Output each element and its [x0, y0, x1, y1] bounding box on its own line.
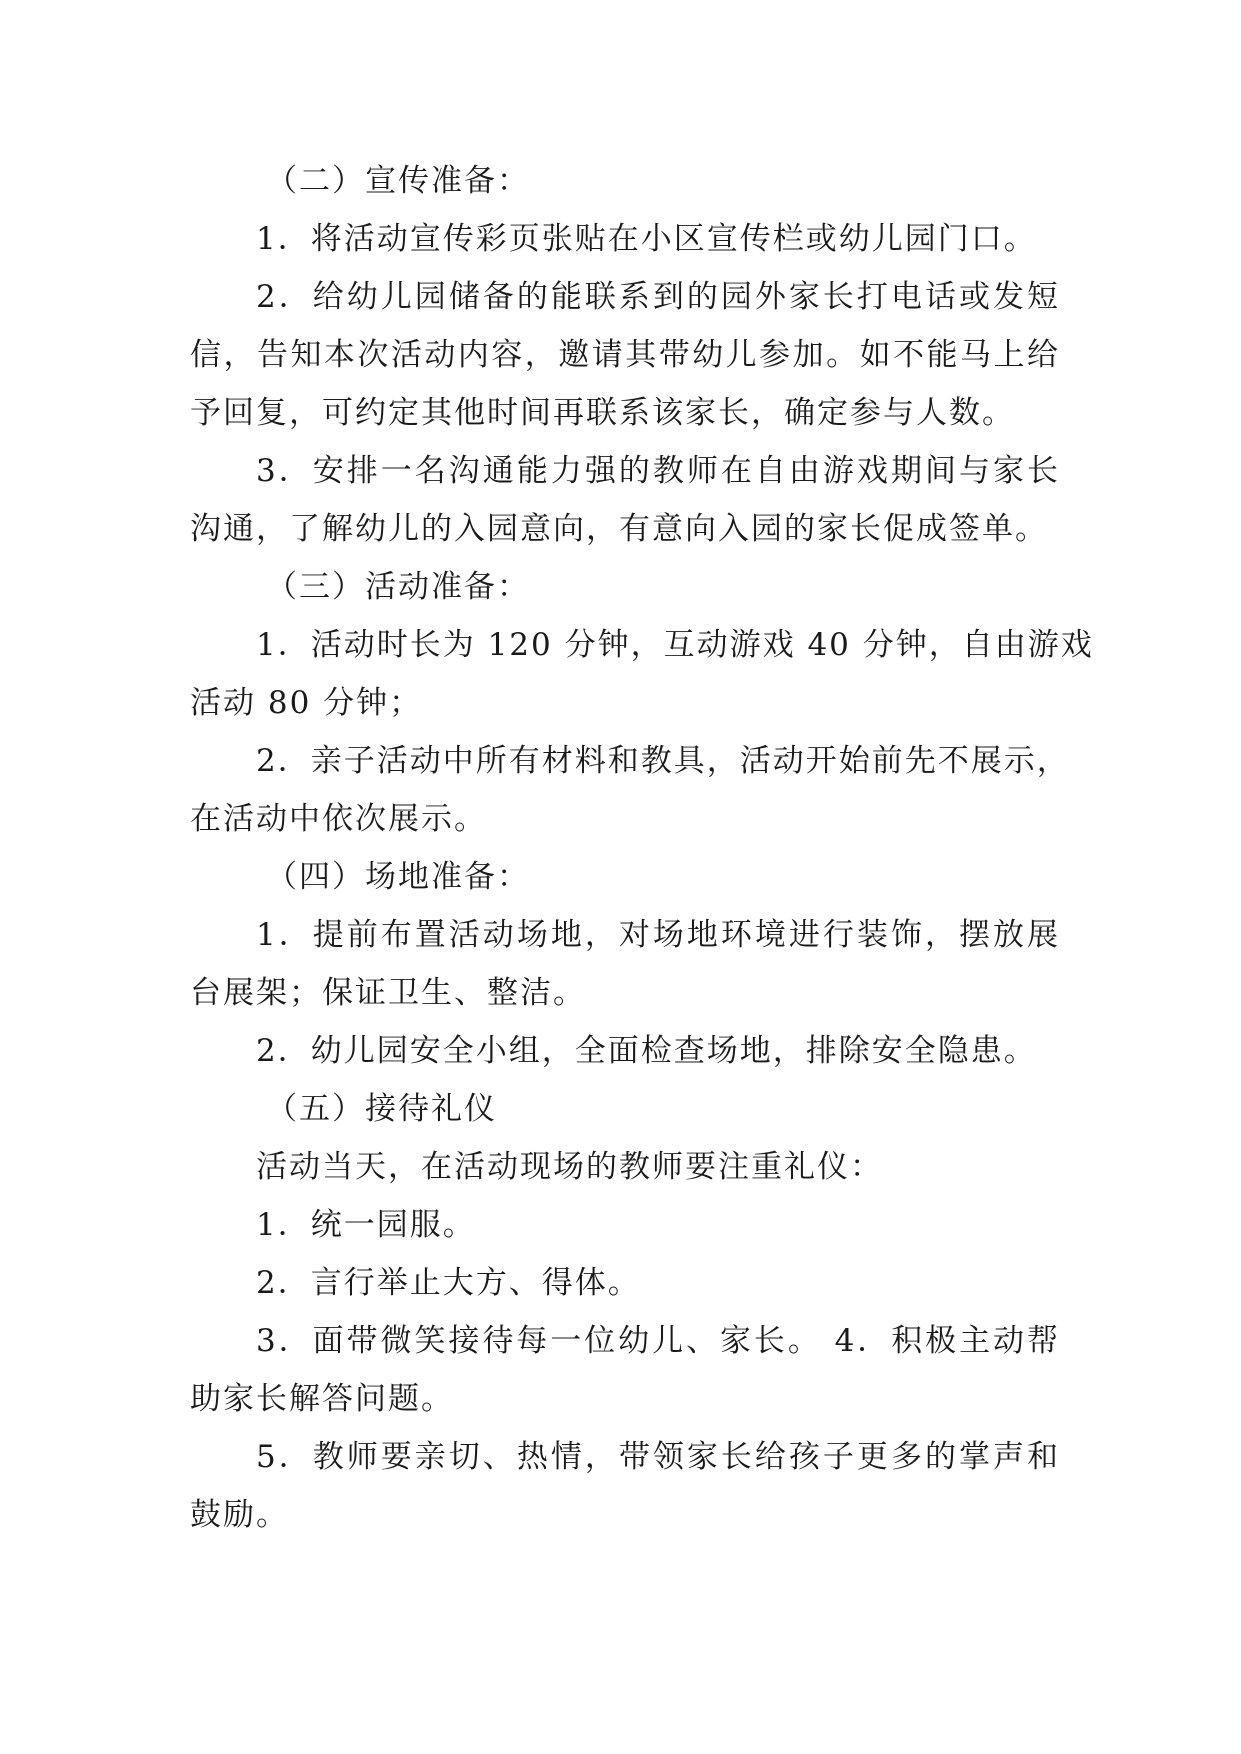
activity-item-1-line-1: 1．活动时长为 120 分钟，互动游戏 40 分钟，自由游戏 — [256, 627, 1094, 663]
activity-item-1-line-2: 活动 80 分钟； — [190, 685, 423, 721]
publicity-item-2-line-1: 2．给幼儿园储备的能联系到的园外家长打电话或发短 — [256, 279, 1060, 315]
publicity-item-3-line-1: 3．安排一名沟通能力强的教师在自由游戏期间与家长 — [256, 453, 1060, 489]
reception-item-1: 1．统一园服。 — [256, 1207, 476, 1243]
reception-item-3-line-2: 助家长解答问题。 — [190, 1381, 454, 1417]
section-heading-reception: （五）接待礼仪 — [266, 1091, 497, 1127]
venue-item-2: 2．幼儿园安全小组，全面检查场地，排除安全隐患。 — [256, 1033, 1037, 1069]
activity-item-2-line-1: 2．亲子活动中所有材料和教具，活动开始前先不展示， — [256, 743, 1070, 779]
venue-item-1-line-2: 台展架；保证卫生、整洁。 — [190, 975, 586, 1011]
reception-item-2: 2．言行举止大方、得体。 — [256, 1265, 641, 1301]
reception-item-5-line-1: 5．教师要亲切、热情，带领家长给孩子更多的掌声和 — [256, 1439, 1060, 1475]
document-body — [190, 152, 1094, 1544]
section-heading-venue: （四）场地准备： — [266, 859, 530, 895]
publicity-item-2-line-3: 予回复，可约定其他时间再联系该家长，确定参与人数。 — [190, 395, 1015, 431]
publicity-item-3-line-2: 沟通，了解幼儿的入园意向，有意向入园的家长促成签单。 — [190, 511, 1048, 547]
activity-item-2-line-2: 在活动中依次展示。 — [190, 801, 487, 837]
section-heading-publicity: （二）宣传准备： — [266, 163, 530, 199]
publicity-item-2-line-2: 信，告知本次活动内容，邀请其带幼儿参加。如不能马上给 — [190, 337, 1060, 373]
reception-item-5-line-2: 鼓励。 — [190, 1497, 289, 1533]
section-heading-activity: （三）活动准备： — [266, 569, 530, 605]
venue-item-1-line-1: 1．提前布置活动场地，对场地环境进行装饰，摆放展 — [256, 917, 1060, 953]
reception-item-3-line-1: 3．面带微笑接待每一位幼儿、家长。 4．积极主动帮 — [256, 1323, 1060, 1359]
publicity-item-1: 1．将活动宣传彩页张贴在小区宣传栏或幼儿园门口。 — [256, 221, 1037, 257]
reception-intro: 活动当天，在活动现场的教师要注重礼仪： — [256, 1149, 883, 1185]
